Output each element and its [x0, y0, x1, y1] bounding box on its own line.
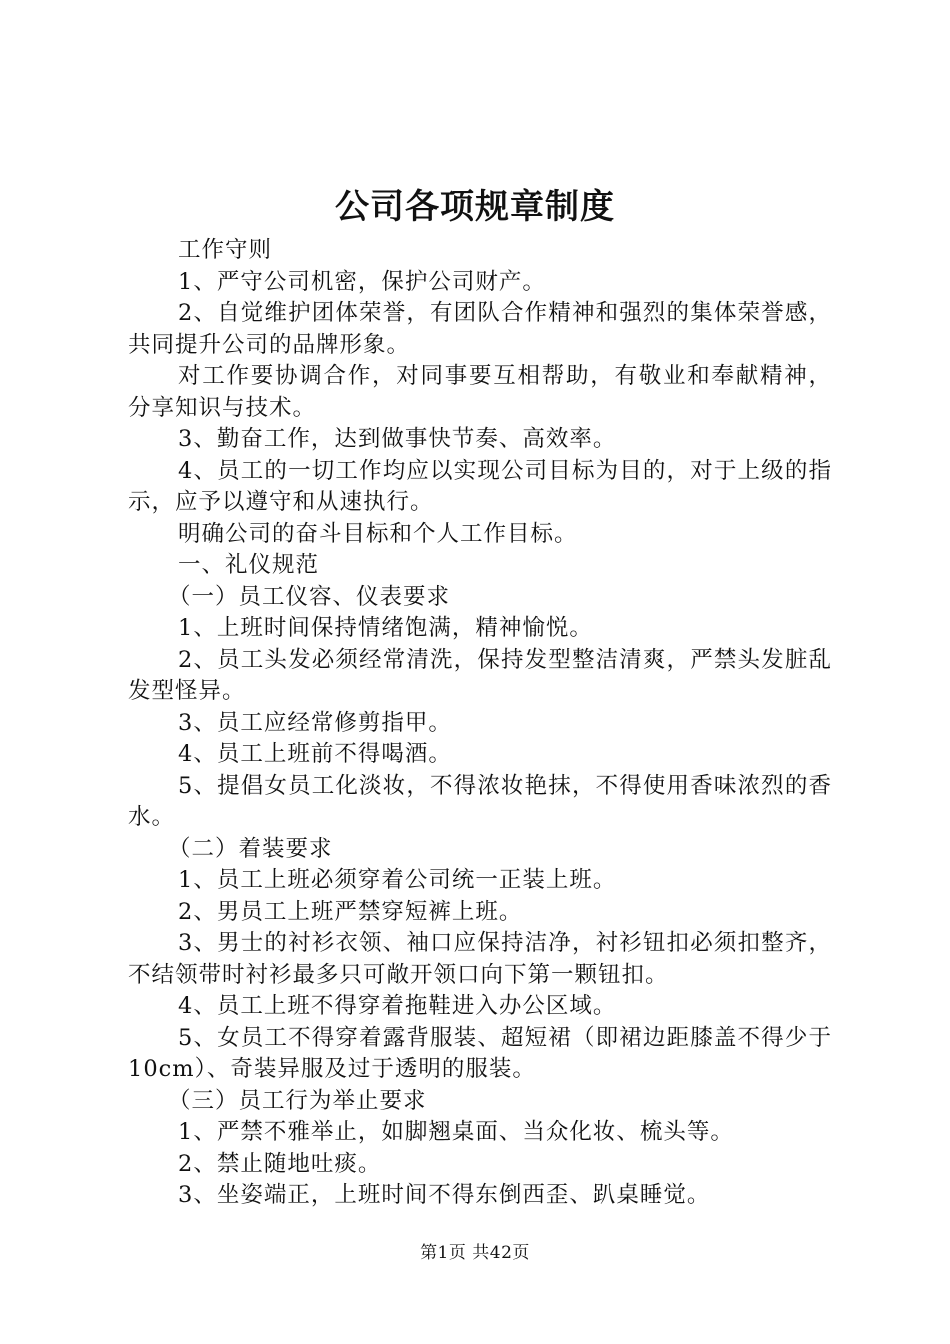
paragraph: 3、勤奋工作，达到做事快节奏、高效率。 [178, 426, 617, 452]
paragraph: 1、员工上班必须穿着公司统一正装上班。 [178, 867, 617, 893]
document-title: 公司各项规章制度 [335, 187, 615, 227]
paragraph: 4、员工上班不得穿着拖鞋进入办公区域。 [178, 993, 617, 1019]
page-number-footer: 第1页 共42页 [420, 1243, 530, 1263]
paragraph: 2、男员工上班严禁穿短裤上班。 [178, 898, 523, 925]
paragraph: 4、员工的一切工作均应以实现公司目标为目的，对于上级的指示，应予以遵守和从速执行。 [128, 457, 832, 515]
paragraph: 5、女员工不得穿着露背服装、超短裙（即裙边距膝盖不得少于10cm）、奇装异服及过于透明的服装。 [128, 1024, 832, 1082]
paragraph: 2、禁止随地吐痰。 [178, 1150, 382, 1177]
paragraph: 2、自觉维护团体荣誉，有团队合作精神和强烈的集体荣誉感，共同提升公司的品牌形象。 [128, 300, 832, 358]
paragraph: 对工作要协调合作，对同事要互相帮助，有敬业和奉献精神，分享知识与技术。 [128, 363, 832, 421]
paragraph: 2、员工头发必须经常清洗，保持发型整洁清爽，严禁头发脏乱发型怪异。 [128, 646, 832, 704]
section-heading-etiquette: 一、礼仪规范 [178, 552, 320, 578]
paragraph: 明确公司的奋斗目标和个人工作目标。 [178, 520, 578, 547]
subsection-heading-dress-code: （二）着装要求 [168, 835, 333, 862]
paragraph: 4、员工上班前不得喝酒。 [178, 741, 452, 767]
paragraph: 1、严禁不雅举止，如脚翘桌面、当众化妆、梳头等。 [178, 1119, 734, 1145]
subsection-heading-behavior: （三）员工行为举止要求 [168, 1087, 427, 1114]
paragraph: 3、男士的衬衫衣领、袖口应保持洁净，衬衫钮扣必须扣整齐，不结领带时衬衫最多只可敞开领口向下第一颗钮扣。 [128, 930, 832, 988]
paragraph: 5、提倡女员工化淡妆，不得浓妆艳抹，不得使用香味浓烈的香水。 [128, 772, 832, 830]
subsection-heading-appearance: （一）员工仪容、仪表要求 [168, 583, 451, 610]
paragraph: 1、上班时间保持情绪饱满，精神愉悦。 [178, 615, 593, 641]
paragraph: 1、严守公司机密，保护公司财产。 [178, 268, 546, 295]
section-heading-work-rules: 工作守则 [178, 237, 273, 263]
paragraph: 3、员工应经常修剪指甲。 [178, 709, 452, 736]
document-body [128, 235, 832, 1212]
paragraph: 3、坐姿端正，上班时间不得东倒西歪、趴桌睡觉。 [178, 1182, 711, 1208]
